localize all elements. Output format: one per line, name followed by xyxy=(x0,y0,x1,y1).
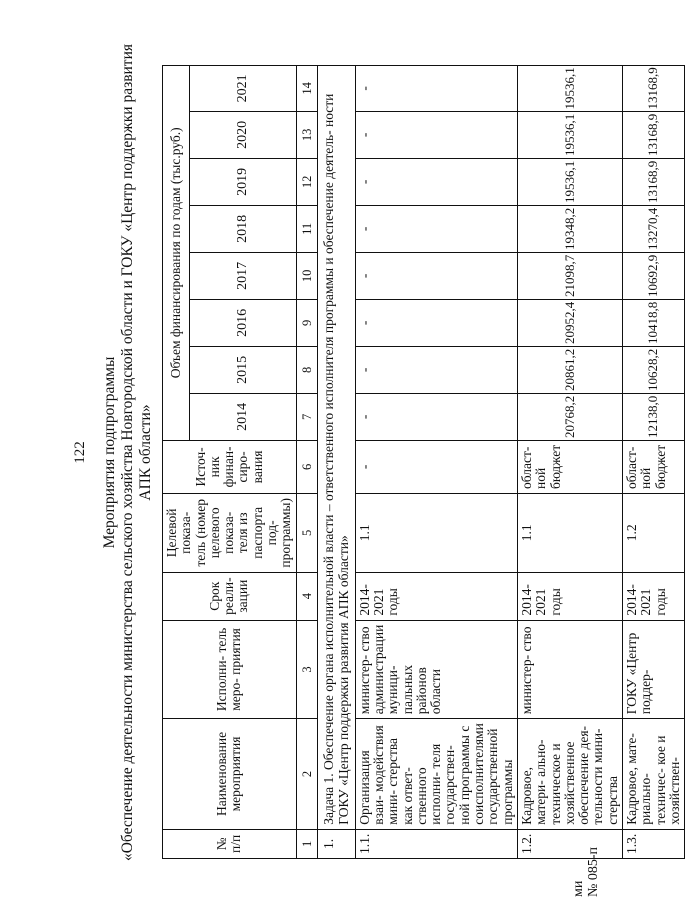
row-value: 10628,2 xyxy=(623,346,685,393)
header-year: 2021 xyxy=(190,65,297,111)
footer-line-2: № 085-п xyxy=(586,846,601,897)
row-name: Организация взаи- модействия мини- стерства как ответ- ственного исполни- теля государствен- ной программы с соисполнителями государственной программы xyxy=(355,719,517,830)
row-target: 1.2 xyxy=(623,494,685,573)
table-row xyxy=(623,65,685,858)
row-value: 19536,1 xyxy=(517,158,622,205)
row-name: Кадровое, матери- ально-техническое и хозяйственное обеспечение дея- тельности мини- стерства xyxy=(517,719,622,830)
header-num: № п/п xyxy=(163,829,297,858)
row-value: - xyxy=(355,299,517,346)
column-number: 11 xyxy=(296,205,317,252)
row-value: - xyxy=(355,205,517,252)
row-value: 21098,7 xyxy=(517,252,622,299)
row-value: - xyxy=(355,111,517,158)
row-value: 20861,2 xyxy=(517,346,622,393)
header-row-1 xyxy=(163,65,190,858)
header-year: 2016 xyxy=(190,299,297,346)
row-value: 13168,9 xyxy=(623,65,685,111)
page-number: 122 xyxy=(72,441,88,464)
document-footer xyxy=(571,847,601,897)
column-number: 10 xyxy=(296,252,317,299)
task-num: 1. xyxy=(317,829,355,858)
header-source: Источ- ник финан- сиро- вания xyxy=(163,440,297,493)
row-executor: министер- ство xyxy=(517,620,622,719)
row-value: - xyxy=(355,65,517,111)
header-year: 2017 xyxy=(190,252,297,299)
program-measures-table xyxy=(162,65,685,859)
title-line-3: АПК области» xyxy=(137,404,154,501)
header-year: 2015 xyxy=(190,346,297,393)
header-year: 2020 xyxy=(190,111,297,158)
header-name: Наименование мероприятия xyxy=(163,719,297,830)
header-year: 2014 xyxy=(190,393,297,440)
footer-line-1: ми xyxy=(571,880,586,897)
header-term: Срок реали- зации xyxy=(163,572,297,620)
column-number: 13 xyxy=(296,111,317,158)
header-year: 2019 xyxy=(190,158,297,205)
row-value: 19536,1 xyxy=(517,111,622,158)
row-value: 12138,0 xyxy=(623,393,685,440)
column-number: 6 xyxy=(296,440,317,493)
row-executor: министер- ство администрации муници- пальных районов области xyxy=(355,620,517,719)
row-term: 2014- 2021 годы xyxy=(355,572,517,620)
row-value: 19348,2 xyxy=(517,205,622,252)
column-number: 2 xyxy=(296,719,317,830)
column-number: 8 xyxy=(296,346,317,393)
row-term: 2014- 2021 годы xyxy=(623,572,685,620)
row-value: 13168,9 xyxy=(623,111,685,158)
title-line-1: Мероприятия подпрограммы xyxy=(101,356,118,549)
row-value: 10418,8 xyxy=(623,299,685,346)
column-number: 14 xyxy=(296,65,317,111)
row-value: 13270,4 xyxy=(623,205,685,252)
row-value: 13168,9 xyxy=(623,158,685,205)
table-row xyxy=(517,65,622,858)
column-number-row xyxy=(296,65,317,858)
table-row xyxy=(355,65,517,858)
header-executor: Исполни- тель меро- приятия xyxy=(163,620,297,719)
column-number: 9 xyxy=(296,299,317,346)
row-value: - xyxy=(355,158,517,205)
row-num: 1.2. xyxy=(517,829,622,858)
row-value: - xyxy=(355,252,517,299)
column-number: 3 xyxy=(296,620,317,719)
row-value: - xyxy=(355,346,517,393)
title-line-2: «Обеспечение деятельности министерства сельского хозяйства Новгородской области и ГОКУ «Центр поддержки развития xyxy=(119,43,136,862)
column-number: 4 xyxy=(296,572,317,620)
column-number: 12 xyxy=(296,158,317,205)
row-value: 10692,9 xyxy=(623,252,685,299)
task-text: Задача 1. Обеспечение органа исполнительной власти – ответственного исполнителя программы и обеспечение деятель- ности ГОКУ «Центр поддержки развития АПК области» xyxy=(317,65,355,829)
header-year: 2018 xyxy=(190,205,297,252)
row-value: - xyxy=(355,393,517,440)
column-number: 7 xyxy=(296,393,317,440)
row-term: 2014- 2021 годы xyxy=(517,572,622,620)
task-row xyxy=(317,65,355,858)
document-title xyxy=(101,0,155,905)
row-source: област- ной бюджет xyxy=(517,440,622,493)
row-value: 19536,1 xyxy=(517,65,622,111)
header-target: Целевой показа- тель (номер целевого показа- теля из паспорта под- программы) xyxy=(163,494,297,573)
row-num: 1.1. xyxy=(355,829,517,858)
header-funding: Объем финансирования по годам (тыс.руб.) xyxy=(163,65,190,440)
row-name: Кадровое, мате- риально-техничес- кое и хозяйствен- xyxy=(623,719,685,830)
column-number: 1 xyxy=(296,829,317,858)
row-value: 20952,4 xyxy=(517,299,622,346)
column-number: 5 xyxy=(296,494,317,573)
row-source: - xyxy=(355,440,517,493)
row-target: 1.1 xyxy=(355,494,517,573)
row-num: 1.3. xyxy=(623,829,685,858)
row-source: област- ной бюджет xyxy=(623,440,685,493)
row-executor: ГОКУ «Центр поддер- xyxy=(623,620,685,719)
row-value: 20768,2 xyxy=(517,393,622,440)
row-target: 1.1 xyxy=(517,494,622,573)
